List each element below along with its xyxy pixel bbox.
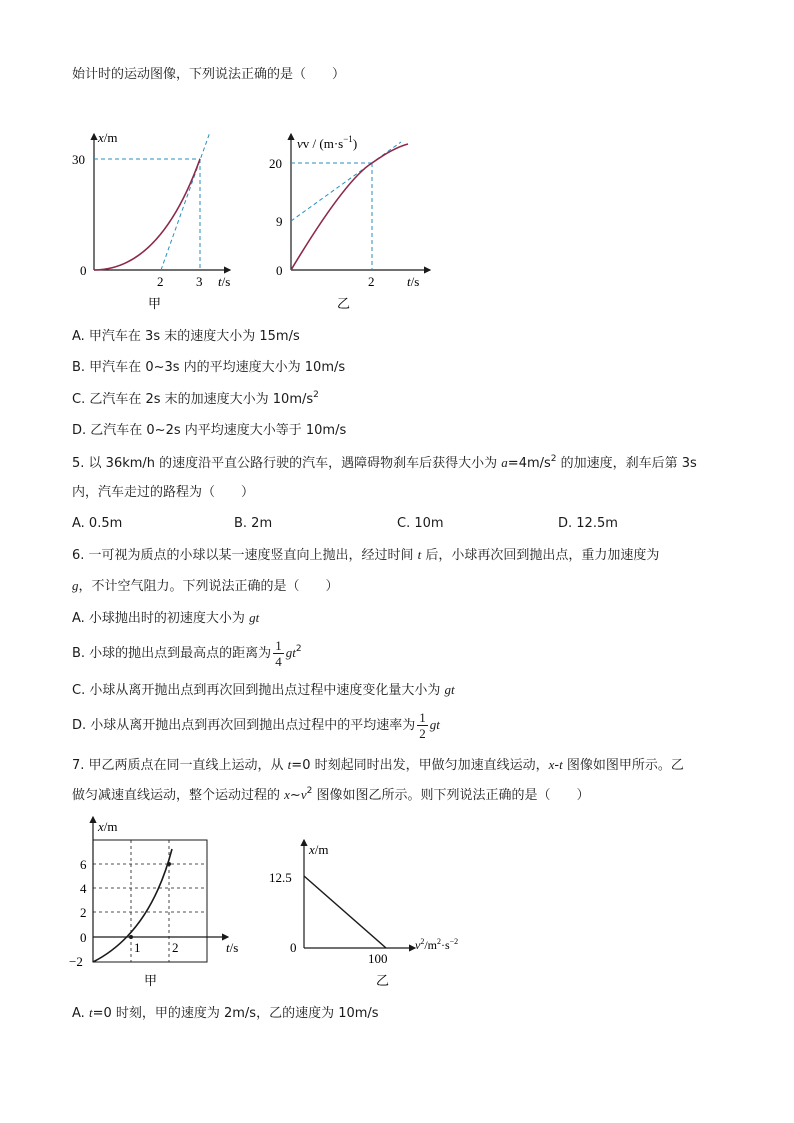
q5-stem-line1: 5. 以 36km/h 的速度沿平直公路行驶的汽车，遇障碍物刹车后获得大小为 $a=4m/s^2$ 的加速度，刹车后第 3s — [72, 454, 697, 471]
q6-option-d: D. 小球从离开抛出点到再次回到抛出点过程中的平均速率为 $\frac{1}{2}$ gt — [72, 710, 440, 741]
q6-d-fraction: $\frac{1}{2}$ — [419, 710, 426, 741]
q7-jia-ytick-2: 2 — [80, 905, 87, 920]
q7-jia-xtick-1: 1 — [134, 940, 141, 955]
q4-option-a: A. 甲汽车在 3s 末的速度大小为 15m/s — [72, 329, 300, 344]
q7-jia-ytick-4: 4 — [80, 881, 87, 896]
q7-yi-xtick-100: 100 — [368, 951, 388, 966]
q6-stem-line1: 6. 一可视为质点的小球以某一速度竖直向上抛出，经过时间 t 后，小球再次回到抛出点，重力加速度为 — [72, 547, 660, 563]
q5-option-b: B. 2m — [234, 516, 273, 531]
q6-option-c: C. 小球从离开抛出点到再次回到抛出点过程中速度变化量大小为 gt — [72, 682, 455, 698]
q7-graph-jia — [62, 813, 262, 993]
q7-stem-line2: 做匀减速直线运动，整个运动过程的 $x\sim v^2$ 图像如图乙所示。则下列说法正确的是（ ） — [72, 786, 590, 803]
q4-stem-tail: 始计时的运动图像，下列说法正确的是（ ） — [72, 67, 346, 82]
q6-stem-line2: g，不计空气阻力。下列说法正确的是（ ） — [72, 578, 339, 594]
q4-jia-curve — [94, 159, 200, 270]
q4-option-d: D. 乙汽车在 0~2s 内平均速度大小等于 10m/s — [72, 423, 347, 438]
q7-jia-tlabel: t/s — [226, 940, 239, 955]
q7-graph-yi — [265, 838, 480, 993]
q7-stem-line1: 7. 甲乙两质点在同一直线上运动，从 t=0 时刻起同时出发，甲做匀加速直线运动，x-t 图像如图甲所示。乙 — [72, 757, 684, 773]
q7-jia-ytick-6: 6 — [80, 857, 87, 872]
q5-option-d: D. 12.5m — [558, 516, 618, 531]
q4-yi-ytick-0: 0 — [276, 263, 283, 278]
q7-jia-caption: 甲 — [144, 973, 158, 988]
q4-jia-xlabel: x/m — [98, 130, 118, 145]
q7-yi-hlabel: $v^2/m^2\cdot s^{-2}$ — [415, 937, 459, 952]
q4-yi-tlabel: t/s — [407, 274, 420, 289]
q4-jia-tangent — [161, 132, 210, 270]
q4-yi-vlabel: vv / $(m\cdot s^{-1})$ — [297, 134, 358, 151]
q7-jia-xtick-2: 2 — [172, 940, 179, 955]
q7-jia-point-1 — [129, 935, 133, 939]
q4-yi-caption: 乙 — [337, 296, 351, 311]
q7-yi-caption: 乙 — [376, 973, 390, 988]
q4-yi-ytick-9: 9 — [276, 214, 283, 229]
q7-jia-ytick-neg2: −2 — [69, 954, 83, 969]
q4-graph-jia — [70, 128, 245, 313]
q7-jia-point-2 — [167, 862, 171, 866]
q4-jia-ytick-30: 30 — [72, 152, 85, 167]
q7-option-a: A. t=0 时刻，甲的速度为 2m/s，乙的速度为 10m/s — [72, 1005, 379, 1021]
q6-b-fraction: $\frac{1}{4}$ — [275, 638, 282, 669]
q4-jia-xtick-2: 2 — [157, 274, 164, 289]
q4-jia-xtick-3: 3 — [196, 274, 203, 289]
q7-jia-frame — [93, 840, 207, 962]
q4-yi-xtick-2: 2 — [368, 274, 375, 289]
q4-jia-caption: 甲 — [148, 296, 162, 311]
q7-jia-xlabel: x/m — [98, 819, 118, 834]
q5-option-a: A. 0.5m — [72, 516, 123, 531]
q7-jia-curve — [93, 849, 172, 962]
q4-jia-ytick-0: 0 — [80, 263, 87, 278]
q5-option-c: C. 10m — [397, 516, 444, 531]
q5-stem-line2: 内，汽车走过的路程为（ ） — [72, 485, 255, 500]
q4-graph-yi — [265, 128, 440, 313]
q6-option-a: A. 小球抛出时的初速度大小为 gt — [72, 610, 260, 626]
q6-option-b: B. 小球的抛出点到最高点的距离为 $\frac{1}{4}$ $gt^2$ — [72, 638, 302, 669]
q7-yi-ytick-12-5: 12.5 — [269, 870, 292, 885]
q7-jia-ytick-0: 0 — [80, 930, 87, 945]
q4-option-c: C. 乙汽车在 2s 末的加速度大小为 $10m/s^2$ — [72, 390, 319, 407]
q7-yi-xlabel: x/m — [309, 842, 329, 857]
q7-yi-line — [304, 876, 386, 948]
q4-option-b: B. 甲汽车在 0~3s 内的平均速度大小为 10m/s — [72, 360, 346, 375]
q4-yi-ytick-20: 20 — [269, 156, 282, 171]
q4-jia-tlabel: t/s — [218, 274, 231, 289]
q7-yi-ytick-0: 0 — [290, 940, 297, 955]
